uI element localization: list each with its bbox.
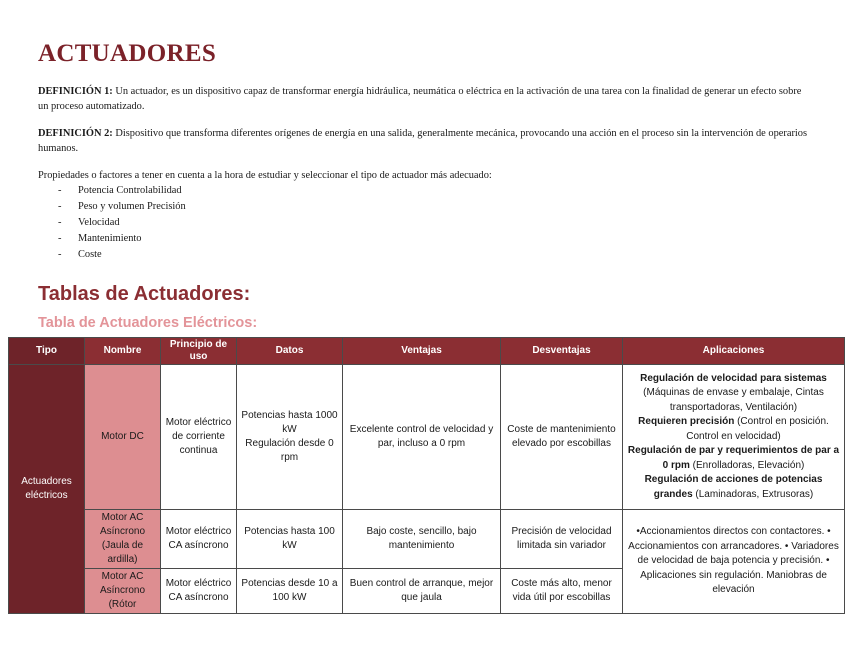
section-title: Tablas de Actuadores: <box>38 283 251 305</box>
aplicacion-item <box>626 415 841 444</box>
factors-list <box>58 183 186 263</box>
definition-2-text: Dispositivo que transforma diferentes orígenes de energía en una salida, generalmente mecánica, provocando una acción en el proceso sin la intervención de operarios humanos. <box>38 128 808 154</box>
cell-principio: Motor eléctrico de corriente continua <box>161 365 237 510</box>
aplicacion-text: (Máquinas de envase y embalaje, Cintas transportadoras, Ventilación) <box>643 387 824 413</box>
cell-aplicaciones-ac: •Accionamientos directos con contactores. • Accionamientos con arrancadores. • Variadores de velocidad de baja potencia y precisión. • Aplicaciones sin regulación. Maniobras de elevación <box>623 510 845 614</box>
factor-label: Peso y volumen Precisión <box>78 201 186 212</box>
table-row <box>9 510 845 569</box>
bullet-dash: - <box>58 185 62 196</box>
header-nombre: Nombre <box>85 338 161 365</box>
cell-principio: Motor eléctrico CA asíncrono <box>161 510 237 569</box>
cell-ventajas: Bajo coste, sencillo, bajo mantenimiento <box>343 510 501 569</box>
cell-desventajas: Precisión de velocidad limitada sin variador <box>501 510 623 569</box>
definition-2-label: DEFINICIÓN 2: <box>38 128 113 139</box>
aplicacion-text: (Control en posición. Control en velocidad) <box>686 416 829 442</box>
aplicacion-bold: Requieren precisión <box>638 416 735 428</box>
aplicacion-item <box>626 473 841 502</box>
header-ventajas: Ventajas <box>343 338 501 365</box>
cell-datos <box>237 365 343 510</box>
aplicacion-item <box>626 444 841 473</box>
bullet-dash: - <box>58 201 62 212</box>
table-row <box>9 365 845 510</box>
cell-nombre: Motor DC <box>85 365 161 510</box>
list-item <box>58 215 186 231</box>
aplicacion-bold: Regulación de acciones de potencias grandes <box>644 474 823 500</box>
definition-1 <box>38 84 814 114</box>
cell-datos: Potencias desde 10 a 100 kW <box>237 569 343 614</box>
datos-line: Regulación desde 0 rpm <box>245 438 334 463</box>
document-title: ACTUADORES <box>38 40 217 67</box>
bullet-dash: - <box>58 249 62 260</box>
bullet-dash: - <box>58 217 62 228</box>
cell-aplicaciones <box>623 365 845 510</box>
factor-label: Potencia Controlabilidad <box>78 185 182 196</box>
header-tipo: Tipo <box>9 338 85 365</box>
bullet-dash: - <box>58 233 62 244</box>
aplicacion-text: (Enrolladoras, Elevación) <box>689 459 805 471</box>
factors-intro: Propiedades o factores a tener en cuenta a la hora de estudiar y seleccionar el tipo de actuador más adecuado: <box>38 170 492 181</box>
factor-label: Mantenimiento <box>78 233 142 244</box>
datos-line: Potencias hasta 1000 kW <box>241 410 338 435</box>
header-aplicaciones: Aplicaciones <box>623 338 845 365</box>
cell-nombre: Motor AC Asíncrono (Rótor <box>85 569 161 614</box>
aplicacion-text: (Laminadoras, Extrusoras) <box>692 488 814 500</box>
aplicacion-bold: Regulación de par y requerimientos de par a 0 rpm <box>627 445 840 471</box>
actuators-table <box>8 337 845 614</box>
definition-1-text: Un actuador, es un dispositivo capaz de transformar energía hidráulica, neumática o eléctrica en la activación de una tarea con la finalidad de generar un efecto sobre un proceso automatizado. <box>38 86 802 112</box>
cell-desventajas: Coste más alto, menor vida útil por escobillas <box>501 569 623 614</box>
cell-nombre: Motor AC Asíncrono (Jaula de ardilla) <box>85 510 161 569</box>
list-item <box>58 183 186 199</box>
list-item <box>58 231 186 247</box>
cell-datos: Potencias hasta 100 kW <box>237 510 343 569</box>
cell-ventajas: Buen control de arranque, mejor que jaula <box>343 569 501 614</box>
factor-label: Velocidad <box>78 217 120 228</box>
cell-tipo: Actuadores eléctricos <box>9 365 85 614</box>
aplicacion-bold: Regulación de velocidad para sistemas <box>640 372 827 384</box>
cell-ventajas: Excelente control de velocidad y par, incluso a 0 rpm <box>343 365 501 510</box>
header-desventajas: Desventajas <box>501 338 623 365</box>
subsection-title: Tabla de Actuadores Eléctricos: <box>38 315 258 331</box>
definition-2 <box>38 126 814 156</box>
cell-desventajas: Coste de mantenimiento elevado por escobillas <box>501 365 623 510</box>
definition-1-label: DEFINICIÓN 1: <box>38 86 113 97</box>
header-datos: Datos <box>237 338 343 365</box>
aplicacion-item <box>626 372 841 416</box>
table-header-row <box>9 338 845 365</box>
header-principio: Principio de uso <box>161 338 237 365</box>
list-item <box>58 199 186 215</box>
list-item <box>58 247 186 263</box>
factor-label: Coste <box>78 249 102 260</box>
cell-principio: Motor eléctrico CA asíncrono <box>161 569 237 614</box>
